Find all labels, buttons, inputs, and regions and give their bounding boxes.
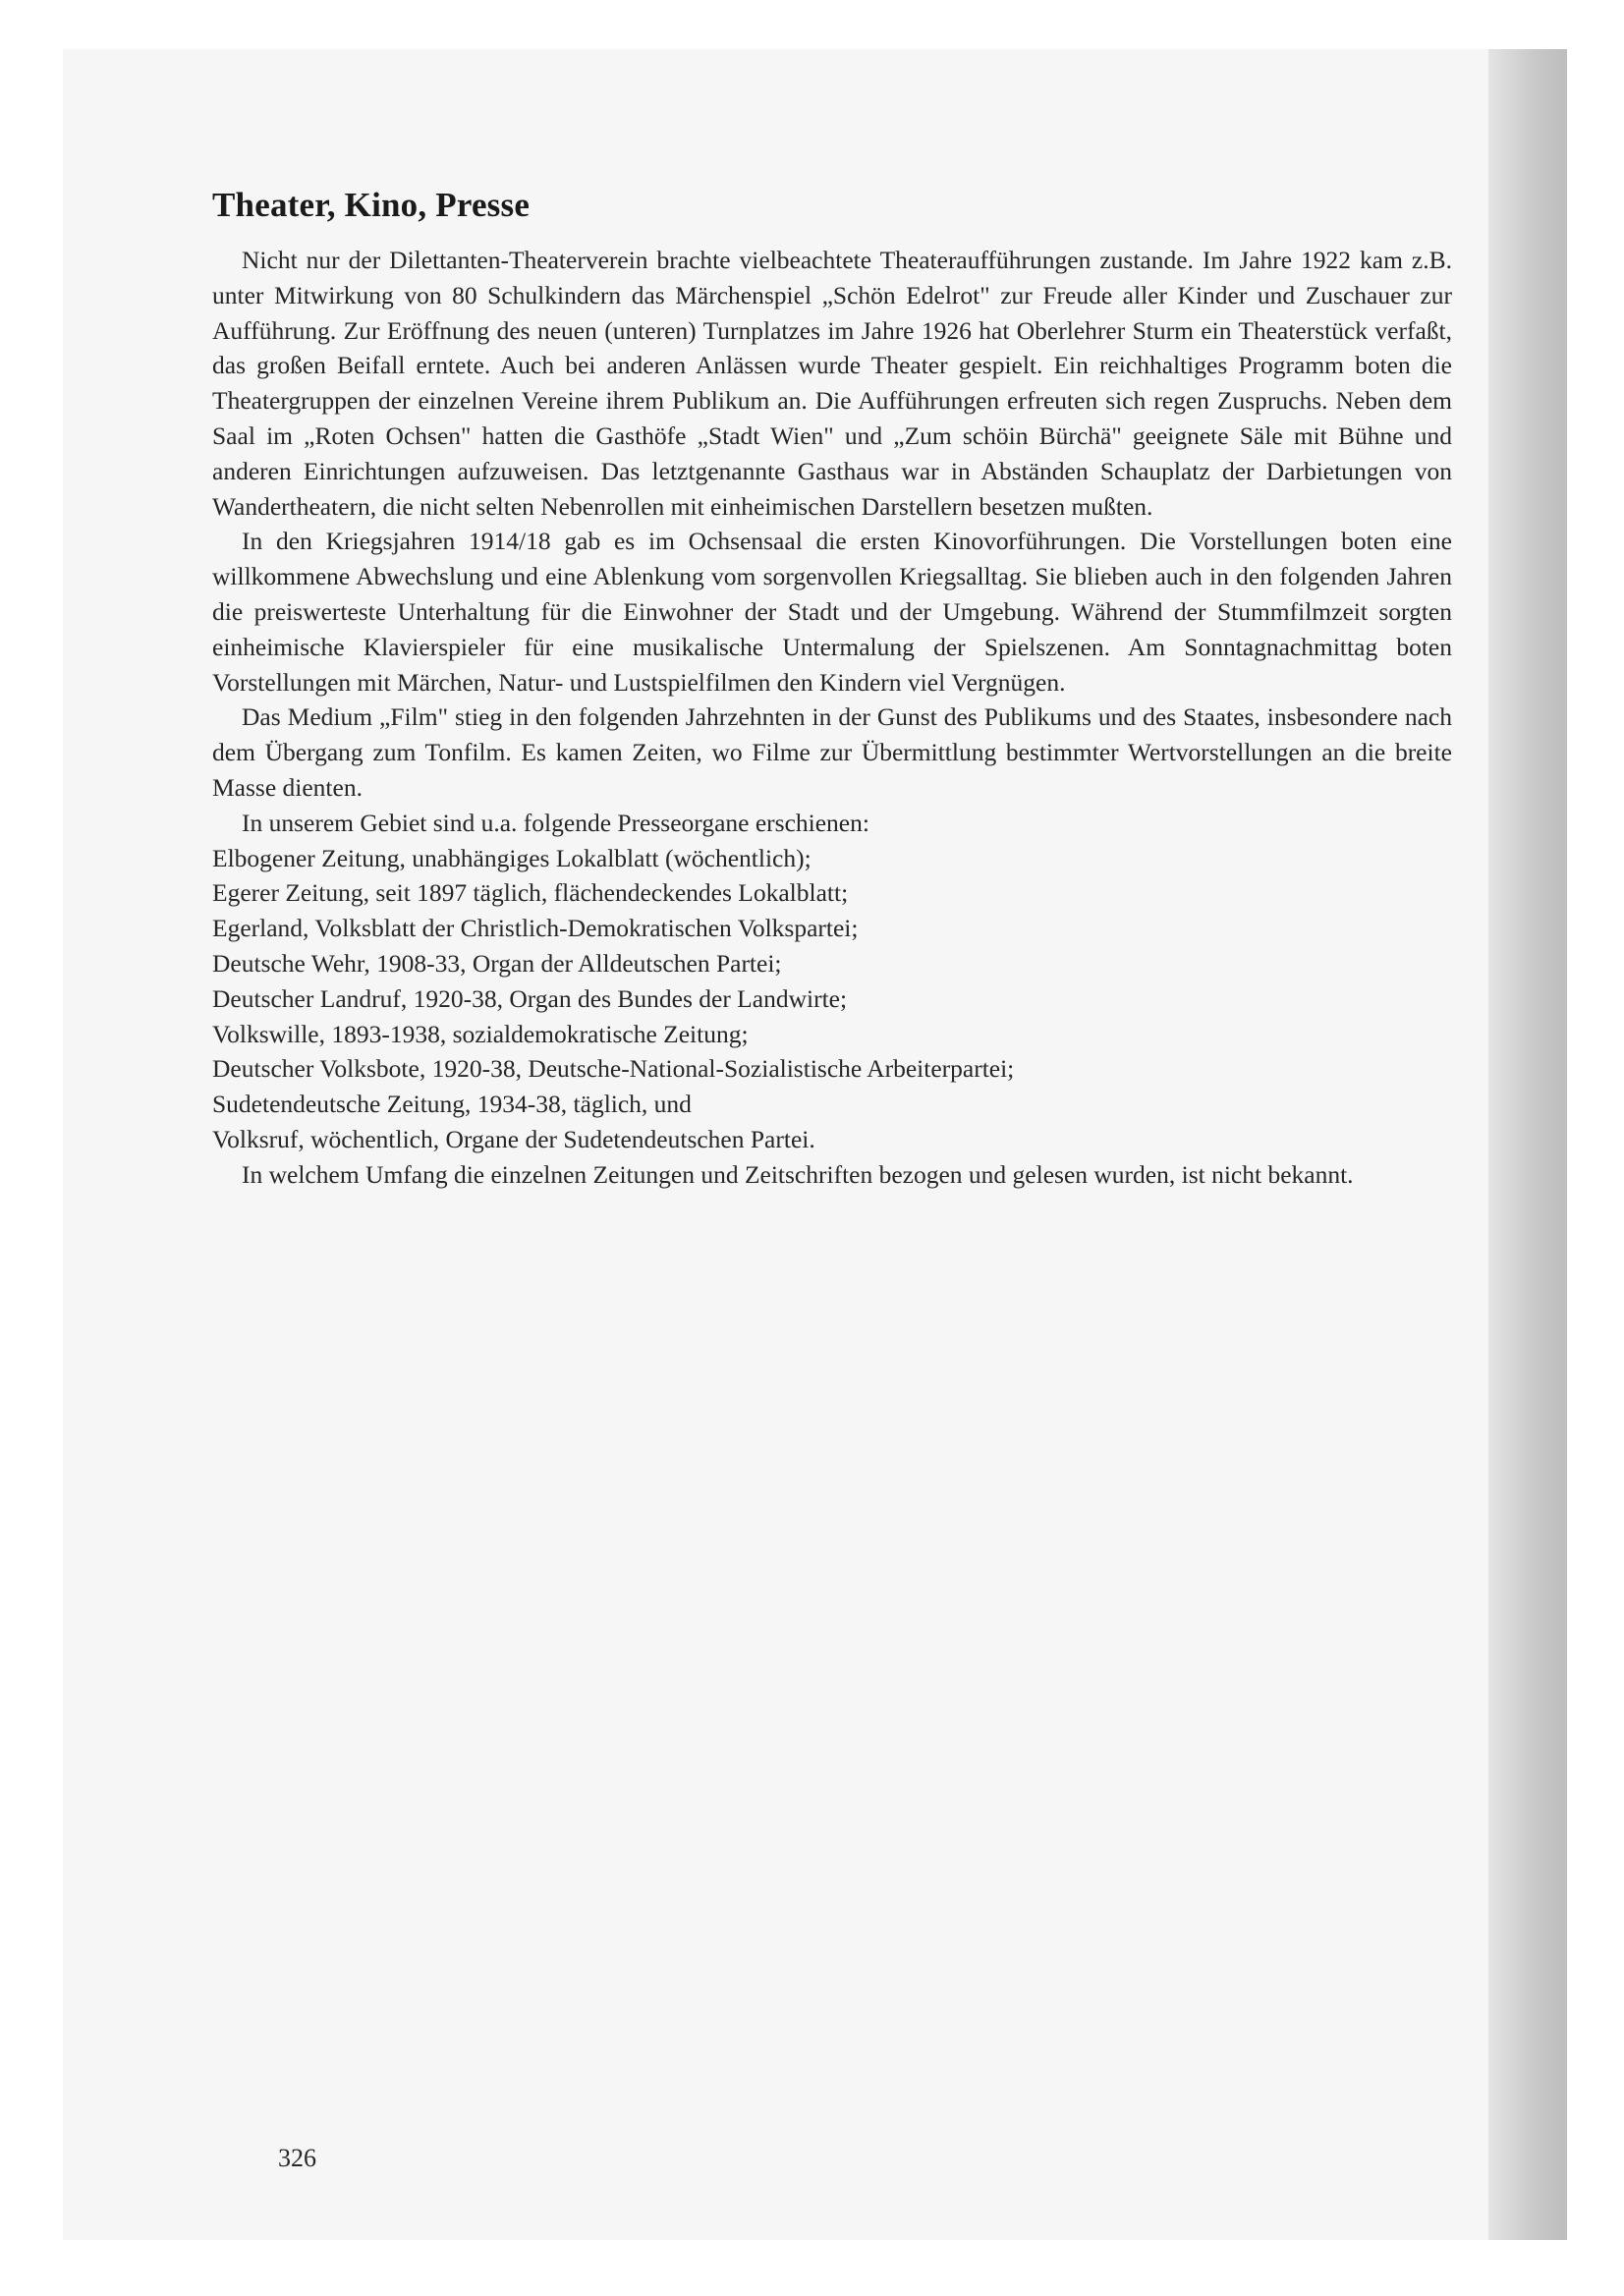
press-list-item: Volksruf, wöchentlich, Organe der Sudetendeutschen Partei.: [212, 1124, 815, 1153]
article-body: [212, 133, 1452, 1193]
press-list-item: Volkswille, 1893-1938, sozialdemokratische Zeitung;: [212, 1019, 749, 1048]
press-list-item: Egerer Zeitung, seit 1897 täglich, flächendeckendes Lokalblatt;: [212, 878, 849, 908]
press-list-item: Deutscher Volksbote, 1920-38, Deutsche-National-Sozialistische Arbeiterpartei;: [212, 1054, 1015, 1084]
section-heading: Theater, Kino, Presse: [212, 186, 531, 224]
press-list: [212, 841, 1452, 1157]
press-list-item: Sudetendeutsche Zeitung, 1934-38, täglich, und: [212, 1090, 692, 1119]
paragraph-closing: In welchem Umfang die einzelnen Zeitungen und Zeitschriften bezogen und gelesen wurden, ist nicht bekannt.: [242, 1159, 1354, 1189]
paragraph-film: Das Medium „Film" stieg in den folgenden Jahrzehnten in der Gunst des Publikums und des Staates, insbesondere nach dem Übergang zum Tonfilm. Es kamen Zeiten, wo Filme zur Übermittlung bestimmter Wertvorstellungen an die breite Masse dienten.: [212, 702, 1452, 802]
press-list-item: Elbogener Zeitung, unabhängiges Lokalblatt (wöchentlich);: [212, 843, 812, 872]
press-list-item: Egerland, Volksblatt der Christlich-Demokratischen Volkspartei;: [212, 914, 859, 943]
press-list-item: Deutsche Wehr, 1908-33, Organ der Alldeutschen Partei;: [212, 948, 782, 978]
paragraph-kino: In den Kriegsjahren 1914/18 gab es im Ochsensaal die ersten Kinovorführungen. Die Vorstellungen boten eine willkommene Abwechslung und eine Ablenkung vom sorgenvollen Kriegsalltag. Sie blieben auch in den folgenden Jahren die preiswerteste Unterhaltung für die Einwohner der Stadt und der Umgebung. Während der Stummfilmzeit sorgten einheimische Klavierspieler für eine musikalische Untermalung der Spielszenen. Am Sonntagnachmittag boten Vorstellungen mit Märchen, Natur- und Lustspielfilmen den Kindern viel Vergnügen.: [212, 527, 1452, 697]
page-number: 326: [278, 2144, 316, 2172]
press-list-item: Deutscher Landruf, 1920-38, Organ des Bundes der Landwirte;: [212, 983, 848, 1013]
paragraph-presse-intro: In unserem Gebiet sind u.a. folgende Presseorgane erschienen:: [242, 808, 869, 837]
page-gutter-shadow: [1488, 49, 1567, 2240]
paragraph-theater: Nicht nur der Dilettanten-Theaterverein brachte vielbeachtete Theateraufführungen zustande. Im Jahre 1922 kam z.B. unter Mitwirkung von 80 Schulkindern das Märchenspiel „Schön Edelrot" zur Freude aller Kinder und Zuschauer zur Aufführung. Zur Eröffnung des neuen (unteren) Turnplatzes im Jahre 1926 hat Oberlehrer Sturm ein Theaterstück verfaßt, das großen Beifall erntete. Auch bei anderen Anlässen wurde Theater gespielt. Ein reichhaltiges Programm boten die Theatergruppen der einzelnen Vereine ihrem Publikum an. Die Aufführungen erfreuten sich regen Zuspruchs. Neben dem Saal im „Roten Ochsen" hatten die Gasthöfe „Stadt Wien" und „Zum schöin Bürchä" geeignete Säle mit Bühne und anderen Einrichtungen aufzuweisen. Das letztgenannte Gasthaus war in Abständen Schauplatz der Darbietungen von Wandertheatern, die nicht selten Nebenrollen mit einheimischen Darstellern besetzen mußten.: [212, 246, 1452, 521]
